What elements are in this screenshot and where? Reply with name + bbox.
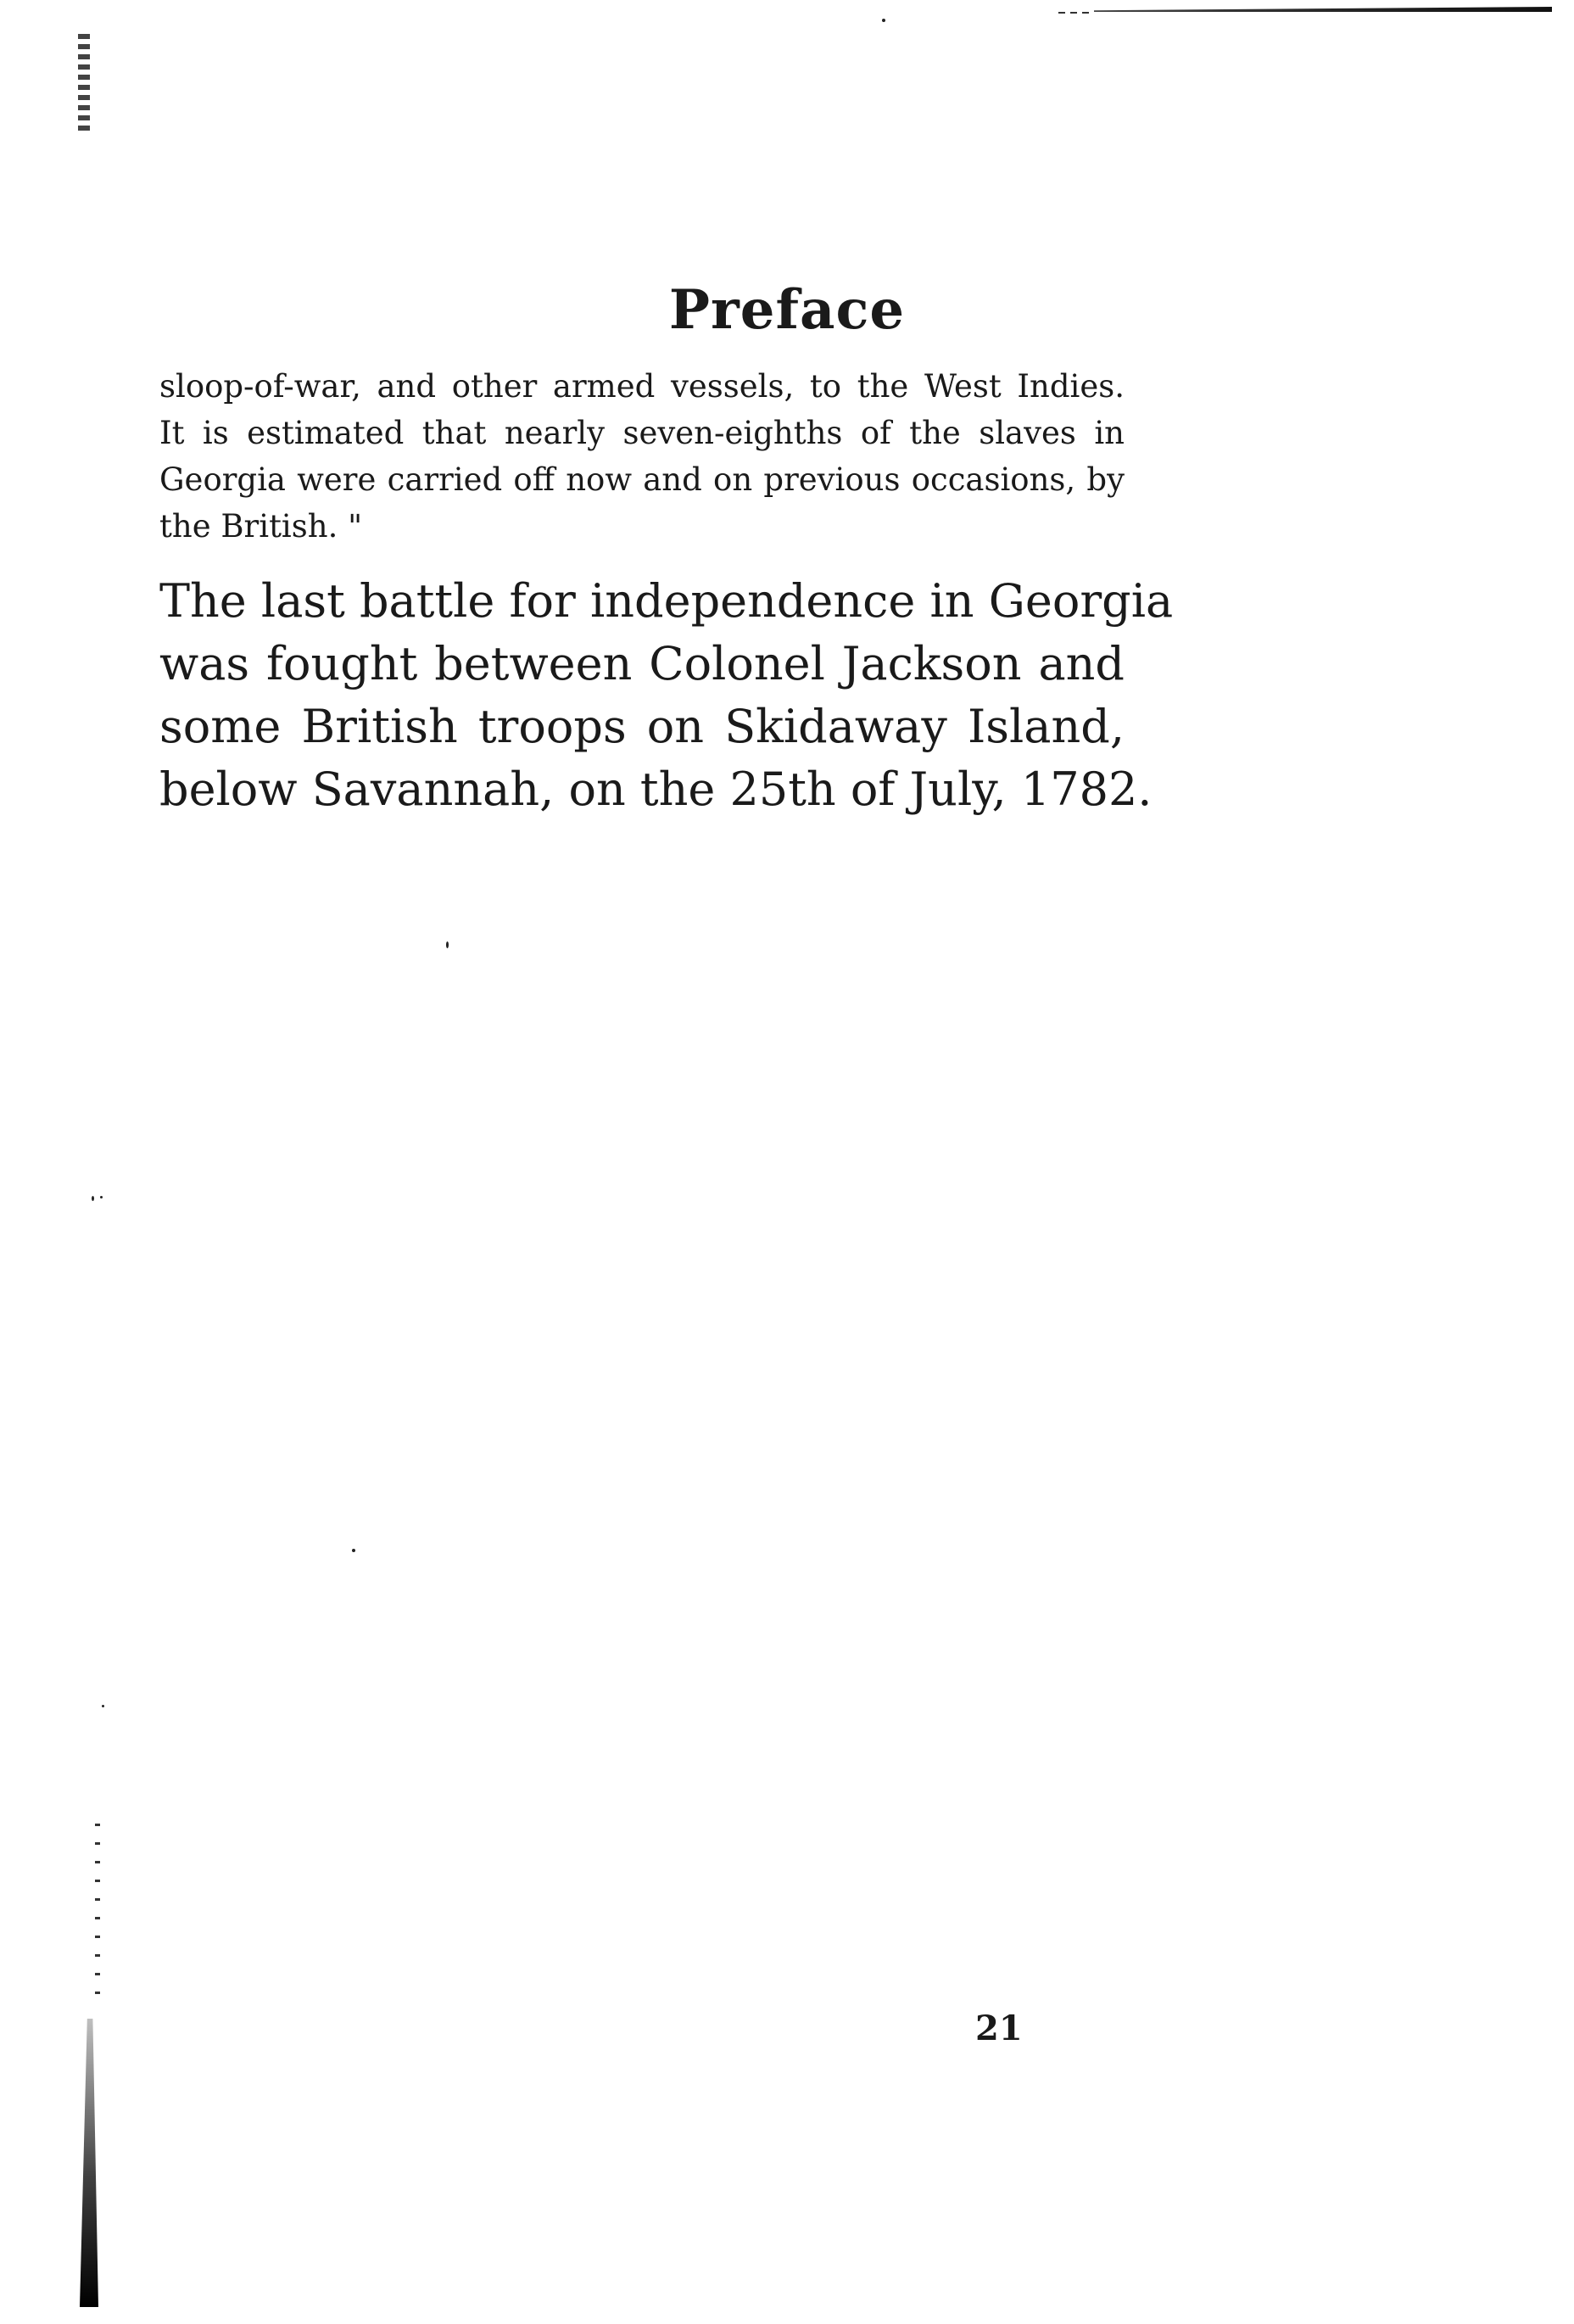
- body-line: was fought between Colonel Jackson and: [159, 637, 1125, 690]
- scan-edge-artifact-bottom: [80, 2019, 98, 2307]
- body-line: The last battle for independence in Georgia: [159, 574, 1174, 628]
- top-rule: [1094, 7, 1552, 12]
- body-line: some British troops on Skidaway Island,: [159, 700, 1125, 753]
- quote-line: the British. ": [159, 508, 363, 545]
- speck: [102, 1705, 104, 1707]
- body-paragraph: [159, 570, 1174, 821]
- page-number: 21: [975, 2008, 1023, 2048]
- quote-block: [159, 363, 1125, 550]
- speck: [352, 1549, 355, 1552]
- speck: [92, 1196, 94, 1201]
- speck: [446, 941, 449, 948]
- page-title: Preface: [668, 277, 906, 342]
- speck: [100, 1196, 103, 1198]
- body-line: below Savannah, on the 25th of July, 1782.: [159, 763, 1153, 816]
- top-rule-dash: [1058, 12, 1089, 14]
- quote-line: Georgia were carried off now and on previous occasions, by: [159, 461, 1125, 498]
- scan-edge-dots: [95, 1824, 100, 2010]
- speck: [882, 19, 885, 22]
- quote-line: It is estimated that nearly seven-eighths of the slaves in: [159, 415, 1125, 451]
- quote-line: sloop-of-war, and other armed vessels, to the West Indies.: [159, 368, 1125, 405]
- scan-edge-artifact-top: [78, 34, 90, 136]
